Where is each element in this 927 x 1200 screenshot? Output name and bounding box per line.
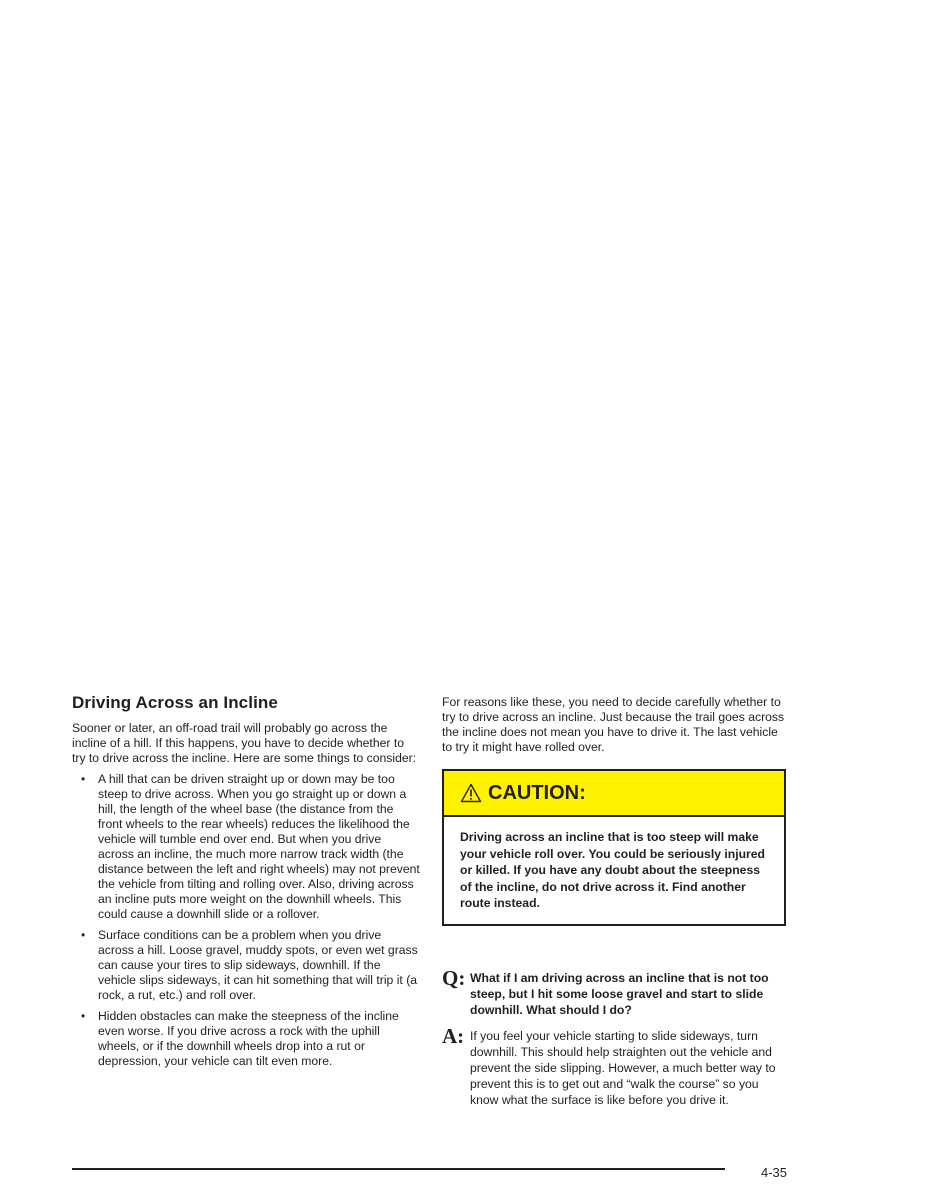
list-item [72, 772, 420, 922]
warning-triangle-icon [460, 783, 482, 803]
section-heading: Driving Across an Incline [72, 693, 278, 712]
left-column [72, 693, 420, 1075]
list-item-text: Surface conditions can be a problem when you drive across a hill. Loose gravel, muddy spots, or even wet grass can cause your tires to slip sideways, downhill. If the vehicle slips sideways, it can hit something that will trip it (a rock, a rut, etc.) and roll over. [98, 928, 418, 1002]
list-item [72, 928, 420, 1003]
bullet-icon: • [81, 772, 86, 786]
caution-header [444, 771, 784, 817]
bullet-icon: • [81, 928, 86, 942]
answer-mark-label: A: [442, 1023, 465, 1048]
answer-block [442, 1023, 790, 1108]
question-mark-label: Q: [442, 965, 466, 990]
reasons-paragraph: For reasons like these, you need to decide carefully whether to try to drive across an incline. Just because the trail goes across the incline does not mean you have to drive it. The last vehicle to try it might have rolled over. [442, 695, 785, 754]
list-item-text: Hidden obstacles can make the steepness of the incline even worse. If you drive across a rock with the uphill wheels, or if the downhill wheels drop into a rut or depression, your vehicle can tilt even more. [98, 1009, 399, 1068]
caution-box [442, 769, 786, 926]
intro-paragraph: Sooner or later, an off-road trail will probably go across the incline of a hill. If this happens, you have to decide whether to try to drive across the incline. Here are some things to consider: [72, 721, 417, 765]
right-column [442, 695, 790, 1108]
question-block [442, 965, 790, 1018]
bullet-icon: • [81, 1009, 86, 1023]
considerations-list [72, 772, 420, 1069]
list-item [72, 1009, 420, 1069]
caution-label: CAUTION: [488, 781, 586, 804]
question-text: What if I am driving across an incline that is not too steep, but I hit some loose gravel and start to slide downhill. What should I do? [470, 970, 769, 1017]
list-item-text: A hill that can be driven straight up or down may be too steep to drive across. When you go straight up or down a hill, the length of the wheel base (the distance from the front wheels to the rear wheels) reduces the likelihood the vehicle will tumble end over end. But when you drive across an incline, the much more narrow track width (the distance between the left and right wheels) may not prevent the vehicle from tilting and rolling over. Also, driving across an incline puts more weight on the downhill wheels. This could cause a downhill slide or a rollover. [98, 772, 420, 921]
page-number: 4-35 [761, 1165, 788, 1180]
footer-divider [72, 1168, 725, 1170]
caution-text: Driving across an incline that is too steep will make your vehicle roll over. You could be seriously injured or killed. If you have any doubt about the steepness of the incline, do not drive across it. Find another route instead. [460, 830, 766, 910]
answer-text: If you feel your vehicle starting to slide sideways, turn downhill. This should help straighten out the vehicle and prevent the side slipping. However, a much better way to prevent this is to get out and “walk the course” so you know what the surface is like before you drive it. [470, 1028, 776, 1107]
